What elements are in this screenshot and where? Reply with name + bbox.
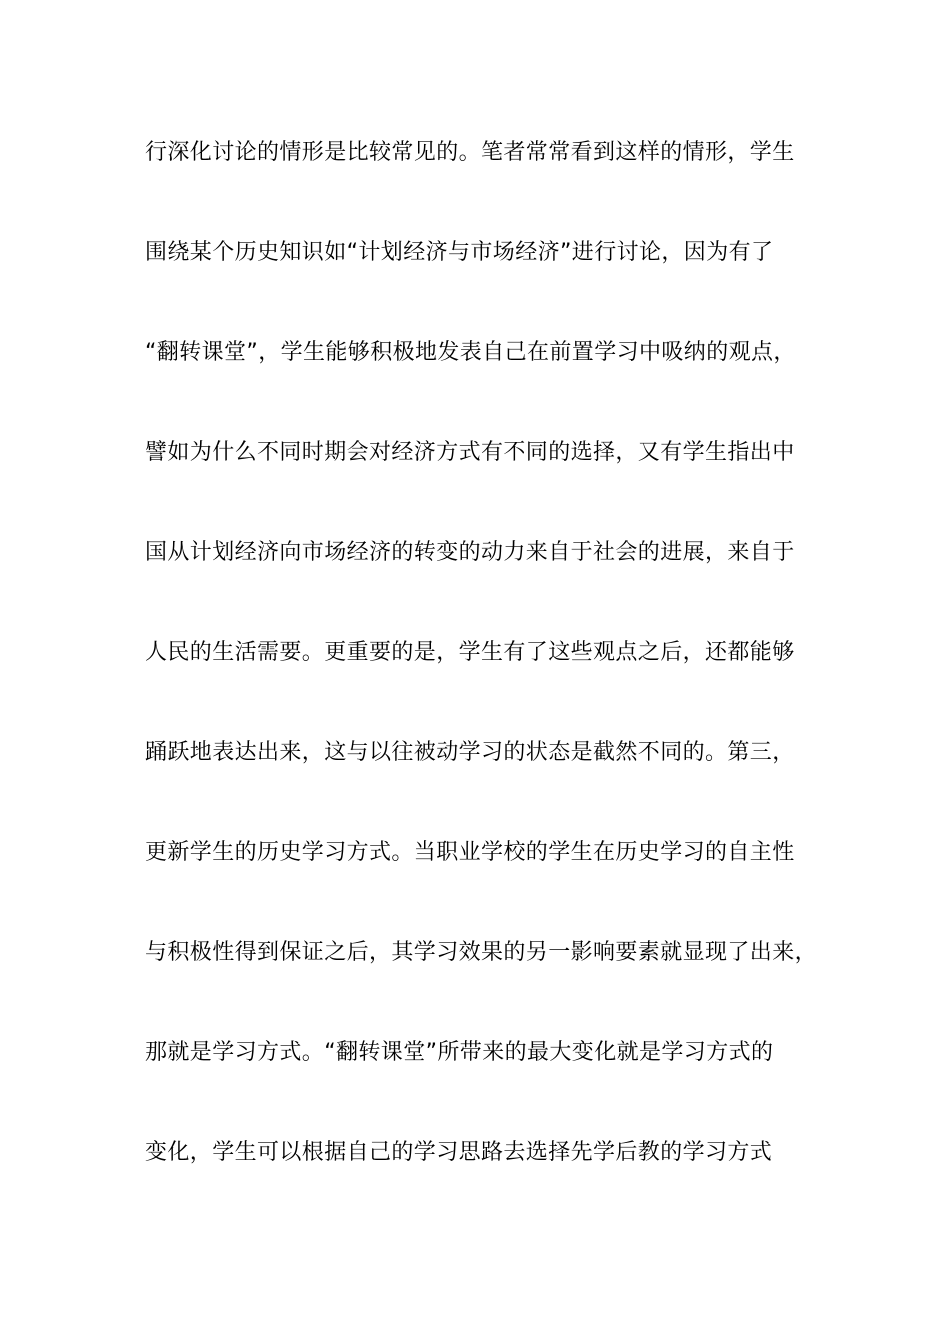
text-line: 国从计划经济向市场经济的转变的动力来自于社会的进展，来自于 bbox=[145, 540, 795, 565]
text-line: 更新学生的历史学习方式。当职业学校的学生在历史学习的自主性 bbox=[145, 840, 795, 865]
text-line: 踊跃地表达出来，这与以往被动学习的状态是截然不同的。第三， bbox=[145, 740, 795, 765]
text-line: 譬如为什么不同时期会对经济方式有不同的选择，又有学生指出中 bbox=[145, 440, 795, 465]
text-line: “翻转课堂”，学生能够积极地发表自己在前置学习中吸纳的观点， bbox=[145, 340, 796, 365]
text-line: 围绕某个历史知识如“计划经济与市场经济”进行讨论，因为有了 bbox=[145, 240, 774, 265]
body-text bbox=[145, 131, 818, 1231]
text-line: 行深化讨论的情形是比较常见的。笔者常常看到这样的情形，学生 bbox=[145, 140, 795, 165]
text-line: 那就是学习方式。“翻转课堂”所带来的最大变化就是学习方式的 bbox=[145, 1040, 774, 1065]
text-line: 人民的生活需要。更重要的是，学生有了这些观点之后，还都能够 bbox=[145, 640, 795, 665]
text-line: 变化，学生可以根据自己的学习思路去选择先学后教的学习方式 bbox=[145, 1140, 773, 1165]
text-line: 与积极性得到保证之后，其学习效果的另一影响要素就显现了出来， bbox=[145, 940, 818, 965]
